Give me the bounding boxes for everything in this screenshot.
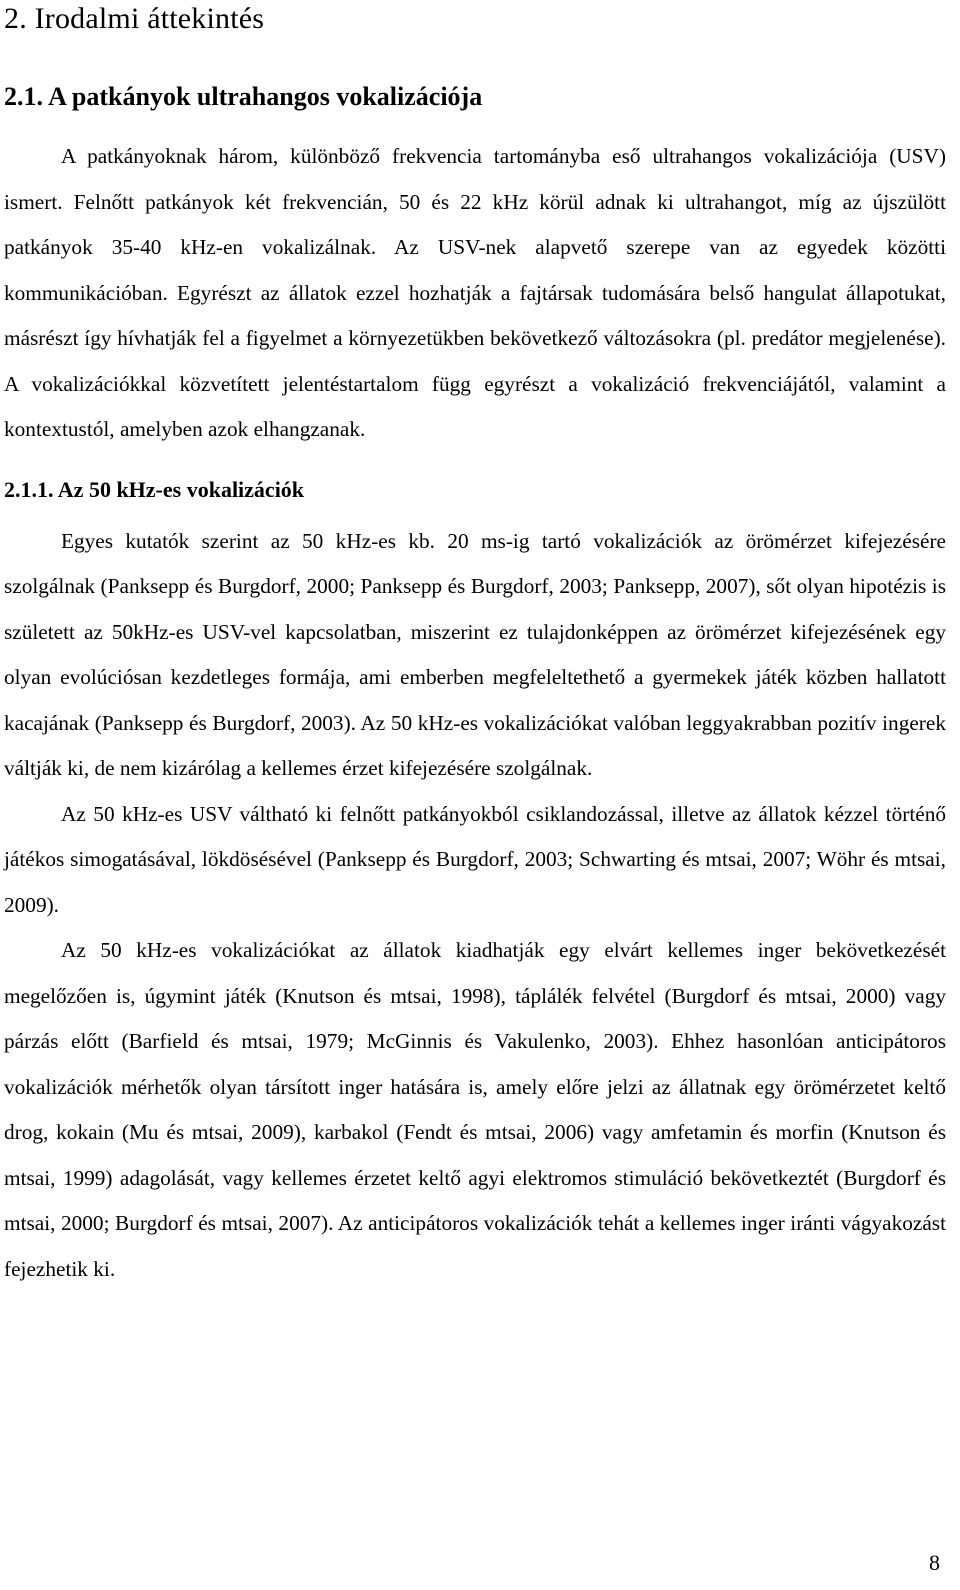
subsection-paragraph: Az 50 kHz-es vokalizációkat az állatok kiadhatják egy elvárt kellemes inger bekövetkezését megelőzően is, úgymint játék (Knutson és mtsai, 1998), táplálék felvétel (Burgdorf és mtsai, 2000) vagy párzás előtt (Barfield és mtsai, 1979; McGinnis és Vakulenko, 2003). Ehhez hasonlóan anticipátoros vokalizációk mérhetők olyan társított inger hatására is, amely előre jelzi az állatnak egy örömérzetet keltő drog, kokain (Mu és mtsai, 2009), karbakol (Fendt és mtsai, 2006) vagy amfetamin és morfin (Knutson és mtsai, 1999) adagolását, vagy kellemes érzetet keltő agyi elektromos stimuláció bekövetkeztét (Burgdorf és mtsai, 2000; Burgdorf és mtsai, 2007). Az anticipátoros vokalizációk tehát a kellemes inger iránti vágyakozást fejezhetik ki. (4, 938, 946, 1281)
subsection-title: 2.1.1. Az 50 kHz-es vokalizációk (4, 476, 305, 502)
chapter-title: 2. Irodalmi áttekintés (4, 2, 265, 35)
section-title: 2.1. A patkányok ultrahangos vokalizációja (4, 82, 483, 111)
document-page (4, 0, 946, 1292)
section-paragraph: A patkányoknak három, különböző frekvencia tartományba eső ultrahangos vokalizációja (USV) ismert. Felnőtt patkányok két frekvencián, 50 és 22 kHz körül adnak ki ultrahangot, míg az újszülött patkányok 35-40 kHz-en vokalizálnak. Az USV-nek alapvető szerepe van az egyedek közötti kommunikációban. Egyrészt az állatok ezzel hozhatják a fajtársak tudomására belső hangulat állapotukat, másrészt így hívhatják fel a figyelmet a környezetükben bekövetkező változásokra (pl. predátor megjelenése). A vokalizációkkal közvetített jelentéstartalom függ egyrészt a vokalizáció frekvenciájától, valamint a kontextustól, amelyben azok elhangzanak. (4, 144, 946, 441)
subsection-paragraph: Az 50 kHz-es USV váltható ki felnőtt patkányokból csiklandozással, illetve az állatok kézzel történő játékos simogatásával, lökdösésével (Panksepp és Burgdorf, 2003; Schwarting és mtsai, 2007; Wöhr és mtsai, 2009). (4, 801, 946, 917)
subsection-paragraph: Egyes kutatók szerint az 50 kHz-es kb. 20 ms-ig tartó vokalizációk az örömérzet kifejezésére szolgálnak (Panksepp és Burgdorf, 2000; Panksepp és Burgdorf, 2003; Panksepp, 2007), sőt olyan hipotézis is született az 50kHz-es USV-vel kapcsolatban, miszerint ez tulajdonképpen az örömérzet kifejezésének egy olyan evolúciósan kezdetleges formája, ami emberben megfeleltethető a gyermekek játék közben hallatott kacajának (Panksepp és Burgdorf, 2003). Az 50 kHz-es vokalizációkat valóban leggyakrabban pozitív ingerek váltják ki, de nem kizárólag a kellemes érzet kifejezésére szolgálnak. (4, 528, 946, 780)
page-number: 8 (929, 1550, 940, 1575)
